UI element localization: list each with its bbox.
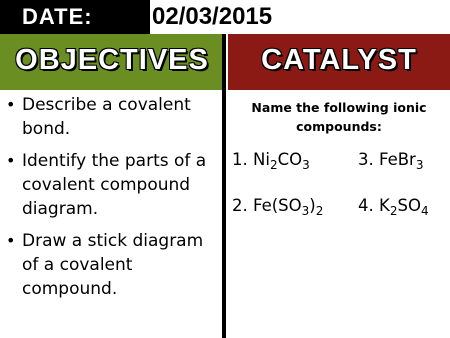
objectives-header <box>0 34 224 90</box>
formula-subscript: 2 <box>389 204 398 218</box>
compound-number: 3. <box>358 150 374 169</box>
compound-2 <box>232 196 323 218</box>
formula-part: FeBr <box>379 150 416 169</box>
date-label: DATE: <box>22 4 93 29</box>
formula-part: Ni <box>253 150 270 169</box>
formula-part: CO <box>277 150 303 169</box>
formula-part: SO <box>397 196 421 215</box>
compound-number: 4. <box>358 196 374 215</box>
objectives-title: OBJECTIVES <box>15 44 209 76</box>
catalyst-header <box>228 34 450 90</box>
objective-item <box>0 149 222 221</box>
formula-subscript: 2 <box>269 158 278 172</box>
compound-number: 2. <box>232 196 248 215</box>
formula-part: ) <box>309 196 316 215</box>
compound-3 <box>358 150 423 172</box>
bullet-icon: • <box>6 95 16 114</box>
catalyst-title: CATALYST <box>261 44 417 76</box>
formula-part: K <box>379 196 390 215</box>
objective-item <box>0 229 222 301</box>
date-value: 02/03/2015 <box>152 3 273 30</box>
objective-item <box>0 93 222 141</box>
compound-4 <box>358 196 429 218</box>
bullet-icon: • <box>6 231 16 250</box>
objective-text: Describe a covalent bond. <box>22 95 191 139</box>
date-bar <box>0 0 450 34</box>
column-divider <box>222 34 226 338</box>
objective-text: Identify the parts of a covalent compound diagram. <box>22 151 207 219</box>
formula-subscript: 3 <box>301 204 310 218</box>
catalyst-instruction: Name the following ionic compounds: <box>251 100 427 134</box>
formula-subscript: 3 <box>415 158 424 172</box>
compound-1 <box>232 150 310 172</box>
formula-subscript: 3 <box>302 158 310 172</box>
objectives-list <box>0 93 222 309</box>
formula-part: Fe(SO <box>253 196 302 215</box>
compound-number: 1. <box>232 150 248 169</box>
formula-subscript: 4 <box>420 204 429 218</box>
bullet-icon: • <box>6 151 16 170</box>
formula-subscript: 2 <box>315 204 324 218</box>
objective-text: Draw a stick diagram of a covalent compound. <box>22 231 204 299</box>
